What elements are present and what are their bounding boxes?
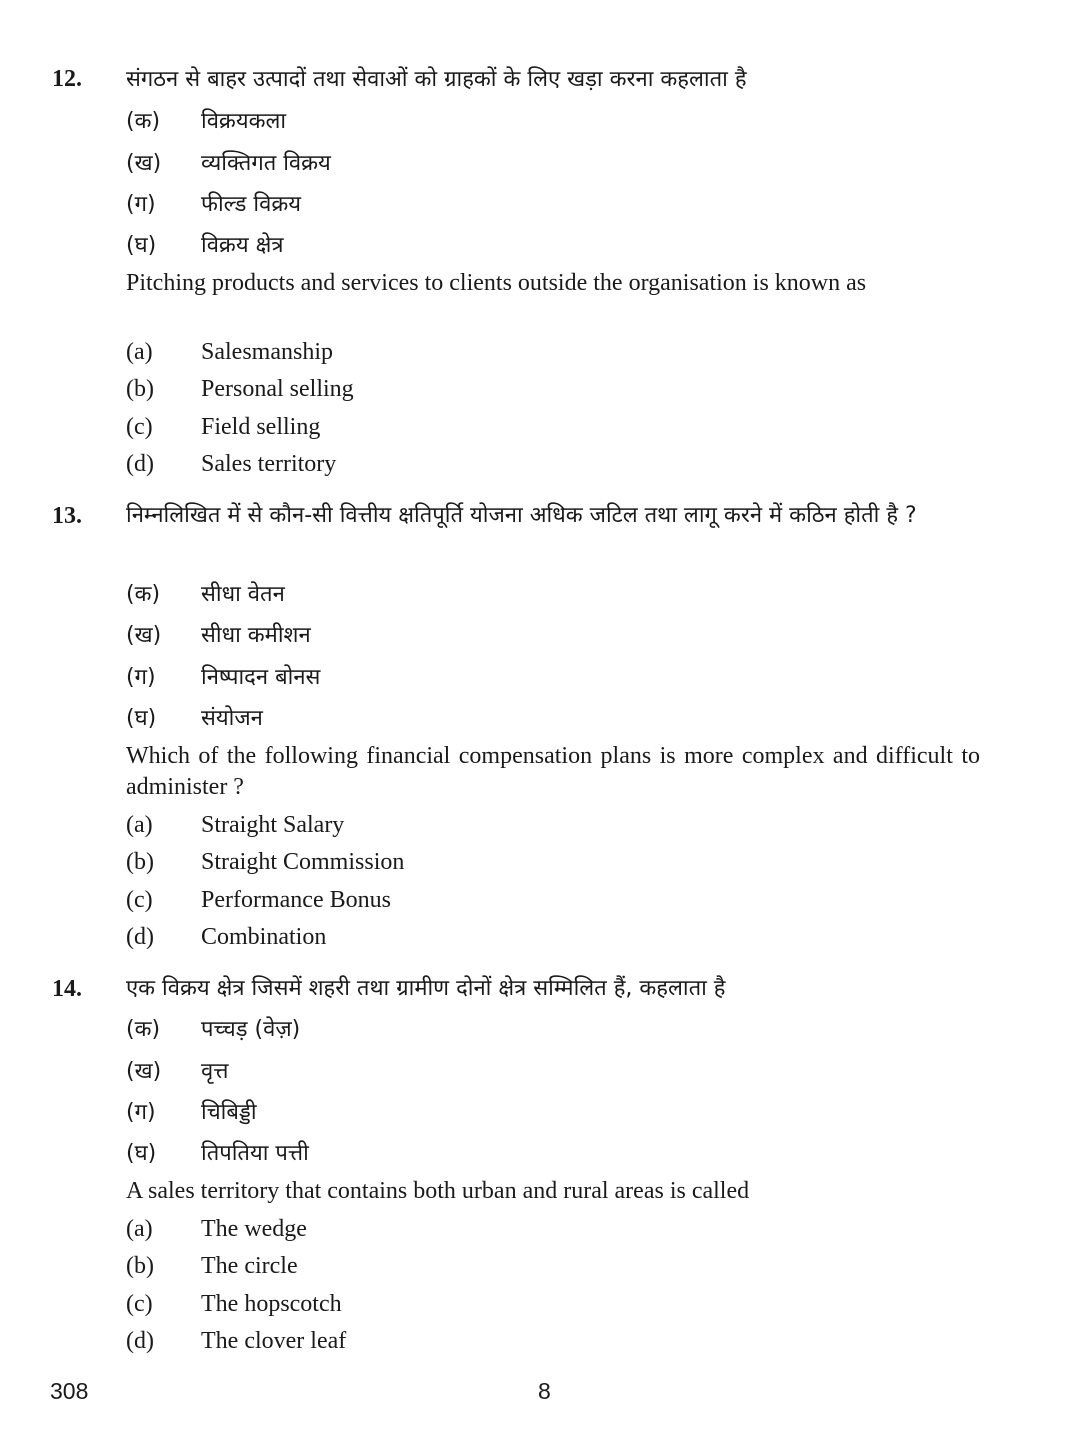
option-label: (a) (126, 812, 153, 838)
option-text: Personal selling (201, 376, 354, 402)
english-question-text: Which of the following financial compensation plans is more complex and difficult to administer ? (126, 743, 980, 800)
option-label: (a) (126, 1216, 153, 1242)
option-text: Field selling (201, 414, 321, 440)
option-label: (ख) (126, 1059, 162, 1084)
option-label: (ग) (126, 1100, 156, 1125)
option-label: (ग) (126, 665, 156, 690)
english-question-text: Pitching products and services to clients outside the organisation is known as (126, 270, 867, 296)
option-label: (d) (126, 451, 154, 477)
option-text: निष्पादन बोनस (201, 665, 321, 690)
option-label: (b) (126, 849, 154, 875)
option-text: संयोजन (201, 706, 263, 731)
option-text: विक्रयकला (201, 109, 287, 134)
option-label: (c) (126, 1291, 153, 1317)
option-text: Combination (201, 924, 327, 950)
option-text: फील्ड विक्रय (201, 192, 302, 217)
option-label: (d) (126, 924, 154, 950)
option-label: (b) (126, 1253, 154, 1279)
option-label: (ग) (126, 192, 156, 217)
question-number: 14. (52, 976, 82, 1002)
option-text: सीधा वेतन (201, 582, 285, 607)
option-label: (क) (126, 109, 161, 134)
option-label: (क) (126, 582, 161, 607)
option-text: Straight Salary (201, 812, 345, 838)
hindi-question-text: निम्नलिखित में से कौन-सी वित्तीय क्षतिपूर्ति योजना अधिक जटिल तथा लागू करने में कठिन होती है ? (126, 503, 917, 528)
option-text: चिबिड्डी (201, 1100, 257, 1125)
option-text: The hopscotch (201, 1291, 342, 1317)
option-text: सीधा कमीशन (201, 623, 311, 648)
option-text: पच्चड़ (वेज़) (201, 1017, 301, 1042)
option-text: व्यक्तिगत विक्रय (201, 151, 331, 176)
option-label: (घ) (126, 233, 157, 258)
option-label: (ख) (126, 623, 162, 648)
question-number: 13. (52, 503, 82, 529)
option-label: (घ) (126, 706, 157, 731)
option-text: Salesmanship (201, 339, 333, 365)
option-label: (c) (126, 414, 153, 440)
option-label: (c) (126, 887, 153, 913)
option-text: The clover leaf (201, 1328, 347, 1354)
option-text: The wedge (201, 1216, 307, 1242)
option-text: Performance Bonus (201, 887, 391, 913)
option-label: (क) (126, 1017, 161, 1042)
option-text: तिपतिया पत्ती (201, 1141, 309, 1166)
paper-code: 308 (50, 1378, 89, 1404)
option-label: (घ) (126, 1141, 157, 1166)
english-question-text: A sales territory that contains both urban and rural areas is called (126, 1178, 750, 1204)
option-text: विक्रय क्षेत्र (201, 233, 284, 258)
option-text: Sales territory (201, 451, 337, 477)
question-number: 12. (52, 66, 82, 92)
hindi-question-text: संगठन से बाहर उत्पादों तथा सेवाओं को ग्राहकों के लिए खड़ा करना कहलाता है (126, 67, 747, 92)
option-label: (b) (126, 376, 154, 402)
option-label: (a) (126, 339, 153, 365)
option-text: Straight Commission (201, 849, 405, 875)
option-text: The circle (201, 1253, 298, 1279)
hindi-question-text: एक विक्रय क्षेत्र जिसमें शहरी तथा ग्रामीण दोनों क्षेत्र सम्मिलित हैं, कहलाता है (126, 976, 726, 1001)
option-text: वृत्त (201, 1059, 229, 1084)
option-label: (d) (126, 1328, 154, 1354)
page-number: 8 (538, 1378, 551, 1404)
option-label: (ख) (126, 151, 162, 176)
